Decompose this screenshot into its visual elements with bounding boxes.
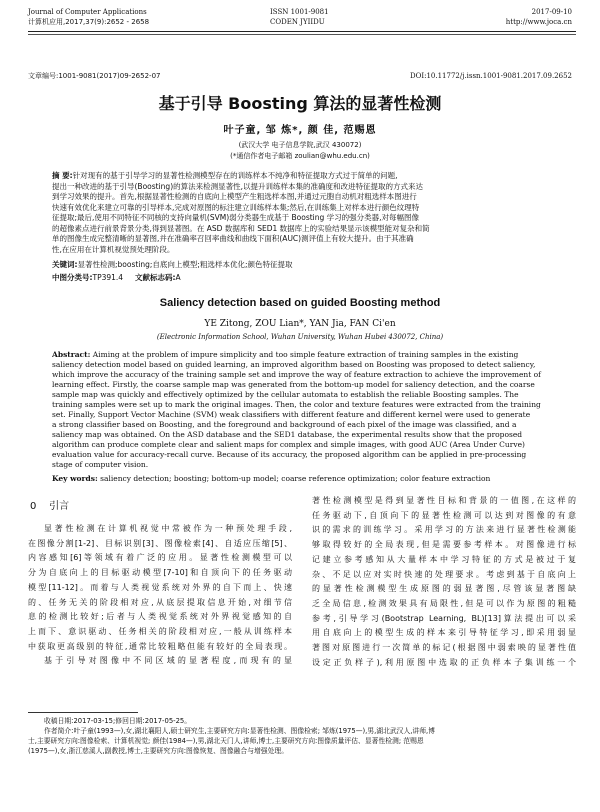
footnotes: [28, 716, 576, 756]
footnote-bio: 士,主要研究方向:图像检索、计算机视觉; 颜佳(1984—),男,湖北天门人,讲师,博士,主要研究方向:图像质量评估、显著性检测; 范赐恩: [28, 737, 424, 745]
cn-abstract-line: 快速有效优化来建立可靠的引导样本,完成对原图的标注建立训练样本集;然后,在训练集上对样本进行颜色纹理特: [52, 202, 420, 212]
en-abstract-line: saliency detection model based on guided learning, an improved algorithm based on Boosting was proposed to detect saliency,: [52, 360, 536, 369]
en-abstract: [52, 350, 552, 470]
body-line: 上而下、意识驱动、任务相关的阶段相对应,一般从训练样本: [28, 626, 292, 636]
footnote-bio: (1975—),女,浙江慈溪人,副教授,博士,主要研究方向:图像恢复、图像融合与增强处理。: [28, 747, 288, 755]
footnote-bio: 作者简介:叶子童(1993—),女,湖北襄阳人,硕士研究生,主要研究方向:显著性检测、图像检索; 邹炼(1975—),男,湖北武汉人,讲师,博: [44, 727, 435, 735]
cn-affiliation: (武汉大学 电子信息学院,武汉 430072): [238, 141, 362, 149]
journal-name-en: Journal of Computer Applications: [28, 8, 147, 16]
en-authors: YE Zitong, ZOU Lian*, YAN Jia, FAN Ci'en: [204, 319, 396, 329]
body-line: 中获取更高级别的特征,通常比较粗略但能有较好的全局表现。: [28, 641, 292, 651]
body-line: 模型[11-12]。而着与人类视觉系统对外界的自下而上、快速: [28, 582, 292, 592]
body-line: 基于引导对图像中不同区域的显著程度,而现有的显: [44, 656, 292, 666]
body-line: 识的需求的训练学习。采用学习的方法来进行显著性检测能: [312, 525, 576, 535]
en-keywords-text: saliency detection; boosting; bottom-up model; coarse reference optimization; color feature extraction: [100, 474, 491, 483]
cn-corresponding: (*通信作者电子邮箱 zoulian@whu.edu.cn): [230, 152, 370, 160]
en-keywords: [52, 474, 552, 484]
cn-abstract-line: 性,在应用在计算机视觉预处理阶段。: [52, 244, 175, 254]
footnote-rule: [28, 712, 138, 713]
en-abstract-line: set. Finally, Support Vector Machine (SVM) weak classifiers with different feature and different kernel were used to generate: [52, 410, 531, 419]
footnote-received: 收稿日期:2017-03-15;修回日期:2017-05-25。: [44, 717, 192, 725]
en-abstract-line: sample map was quickly and effectively optimized by the cellular automata to establish the reliable Boosting samples. The: [52, 390, 519, 399]
doc-code-value: A: [175, 273, 181, 282]
cn-authors: 叶子童, 邹 炼*, 颜 佳, 范赐恩: [223, 125, 377, 136]
body-line: 在图像分割[1-2]、目标识别[3]、图像检索[4]、自适应压缩[5]、: [28, 538, 292, 548]
cn-abstract-line: 单的图像生成完整清晰的显著图,并在准确率召回率曲线和曲线下面积(AUC)测评值上有较大提升。由于其准确: [52, 234, 414, 243]
en-abstract-line: learning effect. Firstly, the coarse sample map was generated from the bottom-up model for saliency detection, and the coarse: [52, 380, 535, 389]
en-abstract-line: algorithm can produce complete clear and salient maps for complex and simple images, with good AUC (Area Under Curve): [52, 440, 525, 449]
en-abstract-line: a strong classifier based on Boosting, and the foreground and background of each pixel of the image was classified, and a: [52, 420, 517, 429]
cn-title: 基于引导 Boosting 算法的显著性检测: [158, 94, 442, 113]
article-id: 文章编号:1001-9081(2017)09-2652-07: [28, 72, 161, 80]
body-line: 分为自底向上的目标驱动模型[7-10]和自顶向下的任务驱动: [28, 568, 292, 578]
cn-keywords-label: 关键词:: [52, 260, 78, 269]
body-line: 记建立参考感知从大量样本中学习特征的方式是被过于复: [312, 554, 576, 564]
body-line: 乏全局信息,检测效果具有局限性,但是可以作为原图的粗糙: [312, 598, 576, 608]
en-title: Saliency detection based on guided Boosting method: [159, 297, 441, 309]
cn-abstract-text: 针对现有的基于引导学习的显著性检测模型存在的训练样本不纯净和特征提取方式过于简单的问题,: [72, 171, 398, 180]
cn-abstract-line: 征提取;最后,使用不同特征不同核的支持向量机(SVM)弱分类器生成基于 Boosting 学习的强分类器,对每幅图像: [52, 213, 420, 222]
issn: ISSN 1001-9081: [270, 8, 329, 16]
body-line: 著图对原图进行一次简单的标记(根据图中弱索映的显著性值: [312, 643, 576, 653]
body-line: 用自底向上的模型生成的样本来引导特征学习,即采用弱显: [312, 628, 576, 638]
journal-url[interactable]: http://www.joca.cn: [505, 18, 572, 26]
en-abstract-line: evaluation value for accuracy-recall curve. Because of its accuracy, the proposed algorithm can be applied in pre-processing: [52, 450, 527, 459]
en-abstract-label: Abstract:: [52, 350, 91, 359]
cn-abstract-label: 摘 要:: [52, 171, 73, 180]
cn-keywords: [52, 260, 552, 271]
cn-abstract-line: 的超像素点进行前景背景分类,得到显著图。在 ASD 数据库和 SED1 数据库上的实验结果显示该模型能对复杂和简: [52, 223, 430, 233]
body-line: 任务驱动下,自顶向下的显著性检测可以达到对图像的有意: [312, 510, 576, 520]
en-abstract-text: Aiming at the problem of impure simplicity and too simple feature extraction of training samples in the existing: [92, 350, 519, 359]
body-line: 参考,引导学习(Bootstrap Learning, BL)[13]算法提出可以采: [312, 613, 576, 623]
cn-abstract-line: 到学习效果的提升。首先,根据显著性检测的自底向上模型产生粗选样本图,并通过元胞自动机对粗选样本图进行: [52, 192, 417, 201]
clc-value: TP391.4: [92, 273, 124, 282]
body-line: 设定正负样子),利用原图中选取的正负样本子集训练一个: [312, 657, 576, 667]
body-left-column: [28, 522, 292, 669]
en-abstract-line: saliency map was obtained. On the ASD database and the SED1 database, the experimental results show that the proposed: [52, 430, 523, 439]
body-line: 杂、不足以应对实时快速的处理要求。考虑到基于自底向上: [312, 569, 576, 579]
body-line: 著性检测模型是得到显著性目标和背景的一值图,在这样的: [312, 496, 576, 505]
journal-name-cn: 计算机应用,2017,37(9):2652 - 2658: [28, 18, 150, 26]
cn-classification: [52, 273, 552, 284]
en-abstract-line: training samples were set up to mark the original images. Then, the color and texture features were extracted from the training: [52, 400, 541, 409]
clc-label: 中图分类号:: [52, 273, 93, 282]
en-abstract-line: [52, 350, 552, 360]
en-affiliation: (Electronic Information School, Wuhan University, Wuhan Hubei 430072, China): [156, 333, 444, 341]
body-line: 的显著性检测模型生成原图的弱显著图,尽管该显著图缺: [312, 584, 576, 594]
doc-code-label: 文献标志码:: [135, 273, 176, 282]
body-line: 息的检测比较好;后者与人类视觉系统对外界视觉感知的自: [28, 612, 292, 622]
en-abstract-line: stage of computer vision.: [52, 460, 149, 469]
body-line: 的、任务无关的阶段相对应,从底层提取信息开始,对细节信: [28, 597, 292, 607]
en-abstract-line: which improve the accuracy of the training sample set and improve the way of feature extraction to achieve the improvement of: [52, 370, 541, 379]
section-heading: [30, 500, 69, 513]
body-line: 够取得较好的全局表现,但是需要参考样本。对图像进行标: [312, 540, 576, 550]
section-number: 0: [30, 501, 37, 512]
cn-abstract-line: [52, 171, 552, 182]
body-line: 内容感知[6]等领域有着广泛的应用。显著性检测模型可以: [28, 553, 292, 563]
cn-keywords-text: 显著性检测;boosting;自底向上模型;粗选样本优化;颜色特征提取: [77, 260, 293, 269]
header-rule: [28, 31, 576, 32]
cn-abstract-line: 提出一种改进的基于引导(Boosting)的算法来检测显著性,以提升训练样本集的准确度和改进特征提取的方式来达: [52, 181, 424, 191]
coden: CODEN JYIIDU: [270, 18, 325, 26]
section-title: 引言: [49, 501, 70, 512]
en-keywords-label: Key words:: [52, 474, 98, 483]
header-rule-thin: [28, 34, 576, 35]
issue-date: 2017-09-10: [531, 8, 572, 16]
doi[interactable]: DOI:10.11772/j.issn.1001-9081.2017.09.2652: [410, 72, 572, 80]
body-right-column: [312, 494, 576, 670]
cn-abstract: [52, 171, 552, 255]
body-line: 显著性检测在计算机视觉中常被作为一种预处理手段,: [44, 524, 292, 533]
